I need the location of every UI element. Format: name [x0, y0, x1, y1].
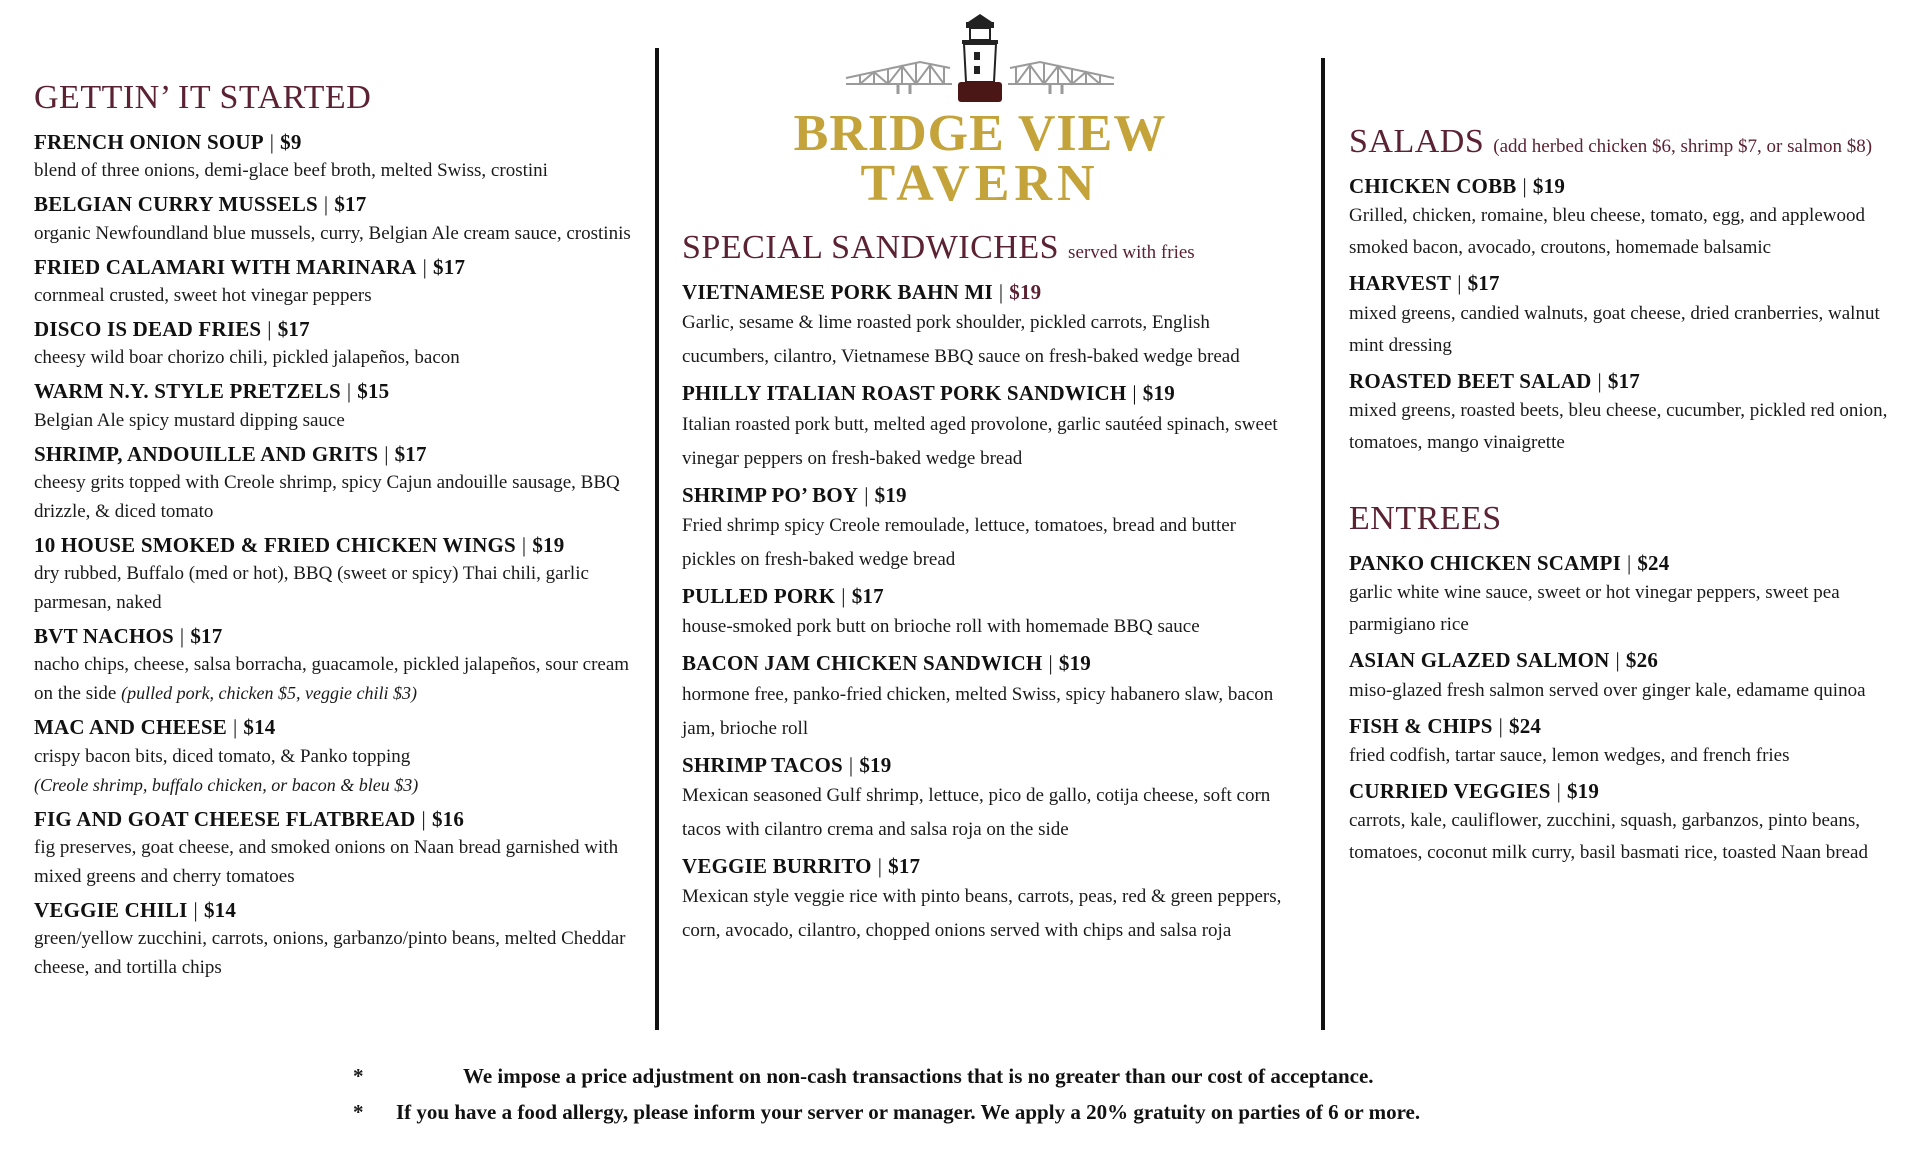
menu-item-title [34, 806, 644, 833]
price-separator: | [269, 130, 275, 155]
price-separator: | [267, 316, 272, 341]
menu-item-description-text: Garlic, sesame & lime roasted pork shoulder, pickled carrots, English cucumbers, cilantro, Vietnamese BBQ sauce on fresh-baked wedge bread [682, 312, 1240, 368]
menu-item-title [34, 714, 644, 741]
menu-item-description-text: cheesy grits topped with Creole shrimp, spicy Cajun andouille sausage, BBQ drizzle, & diced tomato [34, 471, 620, 522]
starters-section [34, 78, 644, 988]
menu-item-description [34, 156, 644, 185]
menu-item-title [34, 623, 644, 650]
menu-item-title [682, 482, 1282, 509]
menu-item [34, 316, 644, 372]
menu-item-description [34, 343, 644, 372]
menu-item [34, 532, 644, 617]
menu-item-title [682, 853, 1282, 880]
menu-item [34, 441, 644, 526]
price-separator: | [1597, 368, 1602, 393]
menu-item-name: CHICKEN COBB [1349, 174, 1517, 199]
menu-item-description [682, 610, 1282, 644]
lighthouse-bridge-icon [840, 12, 1120, 108]
menu-item-price: $17 [851, 583, 884, 608]
menu-item-description-text: hormone free, panko-fried chicken, melted Swiss, spicy habanero slaw, bacon jam, brioche roll [682, 683, 1274, 739]
menu-item-description [34, 468, 644, 526]
menu-item-name: VEGGIE BURRITO [682, 853, 872, 878]
menu-item-name: FIG AND GOAT CHEESE FLATBREAD [34, 806, 416, 831]
menu-item-name: CURRIED VEGGIES [1349, 778, 1551, 803]
menu-item-price: $14 [243, 715, 276, 740]
menu-item [682, 279, 1282, 374]
menu-item-description-text: fried codfish, tartar sauce, lemon wedges, and french fries [1349, 744, 1790, 766]
menu-item [682, 752, 1282, 847]
menu-item [682, 380, 1282, 475]
menu-item-title [1349, 173, 1919, 200]
menu-item-title [34, 129, 644, 156]
menu-item-name: SHRIMP TACOS [682, 752, 843, 777]
menu-item-description [34, 833, 644, 891]
menu-item-price: $24 [1509, 713, 1542, 738]
price-separator: | [877, 853, 883, 878]
section-note: served with fries [1068, 242, 1195, 263]
menu-item-price: $17 [888, 853, 921, 878]
menu-item-title [34, 532, 644, 559]
menu-item-price: $19 [1142, 381, 1175, 406]
section-title [682, 228, 1282, 267]
entrees-list [1349, 550, 1919, 869]
price-separator: | [1626, 551, 1632, 576]
menu-item-description-text: green/yellow zucchini, carrots, onions, garbanzo/pinto beans, melted Cheddar cheese, and tortilla chips [34, 928, 626, 979]
menu-item [34, 378, 644, 434]
price-separator: | [384, 441, 389, 466]
menu-item-description-text: fig preserves, goat cheese, and smoked onions on Naan bread garnished with mixed greens and cherry tomatoes [34, 837, 619, 888]
menu-item-description [34, 559, 644, 617]
price-separator: | [1556, 778, 1561, 803]
menu-item-title [1349, 270, 1919, 297]
menu-item-name: HARVEST [1349, 271, 1452, 296]
menu-item-price: $15 [357, 379, 390, 404]
starters-list [34, 129, 644, 982]
menu-item-name: FISH & CHIPS [1349, 713, 1493, 738]
menu-item-title [34, 441, 644, 468]
menu-item-description [1349, 577, 1919, 641]
logo [780, 8, 1180, 212]
menu-item [682, 853, 1282, 948]
menu-item-description [1349, 395, 1919, 459]
menu-item-title [1349, 647, 1919, 674]
menu-item [34, 806, 644, 891]
menu-item [34, 129, 644, 185]
menu-item-name: ROASTED BEET SALAD [1349, 368, 1592, 393]
menu-item-description-text: house-smoked pork butt on brioche roll with homemade BBQ sauce [682, 616, 1200, 638]
menu-item-name: VIETNAMESE PORK BAHN MI [682, 280, 993, 305]
menu-item-description [34, 219, 644, 248]
menu-item-description-text: mixed greens, roasted beets, bleu cheese, cucumber, pickled red onion, tomatoes, mango vinaigrette [1349, 399, 1888, 453]
menu-item-name: WARM N.Y. STYLE PRETZELS [34, 379, 341, 404]
menu-item-title [34, 316, 644, 343]
price-separator: | [521, 532, 527, 557]
salads-list [1349, 173, 1919, 459]
menu-item-description-text: organic Newfoundland blue mussels, curry, Belgian Ale cream sauce, crostinis [34, 222, 631, 244]
bullet: * [353, 1064, 364, 1088]
menu-item-title [1349, 713, 1919, 740]
menu-item-name: ASIAN GLAZED SALMON [1349, 648, 1610, 673]
menu-item-description-text: dry rubbed, Buffalo (med or hot), BBQ (sweet or spicy) Thai chili, garlic parmesan, naked [34, 563, 589, 614]
price-separator: | [179, 624, 185, 649]
price-separator: | [1457, 271, 1462, 296]
menu-item-description [682, 880, 1282, 948]
menu-item [1349, 647, 1919, 706]
price-separator: | [1615, 648, 1620, 673]
menu-item-title [1349, 368, 1919, 395]
menu-item-description-text: carrots, kale, cauliflower, zucchini, squash, garbanzos, pinto beans, tomatoes, coconut milk curry, basil basmati rice, toasted Naan bread [1349, 810, 1868, 864]
menu-item-title [34, 897, 644, 924]
menu-item-title [682, 650, 1282, 677]
price-separator: | [1048, 651, 1053, 676]
menu-item-description [1349, 805, 1919, 869]
menu-item-price: $17 [1467, 271, 1500, 296]
menu-item-name: BELGIAN CURRY MUSSELS [34, 192, 318, 217]
menu-item-description [682, 779, 1282, 847]
price-separator: | [998, 280, 1004, 305]
menu-item-description [682, 509, 1282, 577]
menu-item [34, 714, 644, 799]
menu-item-description [682, 678, 1282, 746]
menu-item-description-text: cheesy wild boar chorizo chili, pickled jalapeños, bacon [34, 347, 460, 369]
menu-item-title [34, 191, 644, 218]
menu-item-name: VEGGIE CHILI [34, 898, 188, 923]
bullet: * [353, 1100, 364, 1124]
menu-item-price: $19 [874, 482, 907, 507]
menu-item-name: MAC AND CHEESE [34, 715, 227, 740]
menu-item-price: $19 [1058, 651, 1091, 676]
menu-item-title [34, 254, 644, 281]
menu-item-price: $17 [433, 254, 466, 279]
menu-item-description [34, 742, 644, 800]
menu-item-note: (Creole shrimp, buffalo chicken, or bacon & bleu $3) [34, 774, 419, 795]
section-title-text: SPECIAL SANDWICHES [682, 229, 1060, 266]
menu-item-addon: (pulled pork, chicken $5, veggie chili $3) [121, 683, 417, 704]
price-separator: | [1498, 713, 1503, 738]
column-divider [1321, 58, 1325, 1030]
menu-item-description-text: miso-glazed fresh salmon served over ginger kale, edamame quinoa [1349, 679, 1866, 701]
menu-item-description-text: nacho chips, cheese, salsa borracha, guacamole, pickled jalapeños, sour cream on the side [34, 654, 630, 705]
menu-item [682, 583, 1282, 644]
menu-item [682, 482, 1282, 577]
brand-name-line-1: BRIDGE VIEW [793, 105, 1167, 162]
price-separator: | [233, 715, 238, 740]
menu-item-price: $14 [203, 898, 237, 923]
menu-item-name: FRENCH ONION SOUP [34, 130, 264, 155]
menu-item-description-text: garlic white wine sauce, sweet or hot vinegar peppers, sweet pea parmigiano rice [1349, 582, 1840, 636]
menu-item-price: $19 [1566, 778, 1600, 803]
menu-item-title [682, 380, 1282, 407]
menu-item-price: $17 [394, 441, 427, 466]
section-title [1349, 122, 1919, 161]
menu-item-price: $17 [1607, 368, 1640, 393]
menu-item-description-text: mixed greens, candied walnuts, goat cheese, dried cranberries, walnut mint dressing [1349, 302, 1880, 356]
column-divider [655, 48, 659, 1030]
menu-item-name: BVT NACHOS [34, 624, 174, 649]
menu-item-description-text: crispy bacon bits, diced tomato, & Panko topping [34, 745, 411, 767]
menu-item [1349, 270, 1919, 361]
menu-item-price: $19 [1532, 174, 1566, 199]
brand-name-line-2: TAVERN [860, 155, 1100, 212]
menu-item-description-text: Grilled, chicken, romaine, bleu cheese, tomato, egg, and applewood smoked bacon, avocado, croutons, homemade balsamic [1349, 205, 1865, 259]
menu-item-description [1349, 740, 1919, 772]
price-separator: | [422, 254, 428, 279]
price-separator: | [323, 192, 329, 217]
menu-item-name: DISCO IS DEAD FRIES [34, 316, 262, 341]
menu-item-price: $24 [1637, 551, 1670, 576]
menu-item [34, 897, 644, 982]
menu-item-price: $19 [859, 752, 892, 777]
sandwiches-list [682, 279, 1282, 948]
sandwiches-section [682, 228, 1282, 954]
menu-item-name: SHRIMP PO’ BOY [682, 482, 859, 507]
menu-item [34, 254, 644, 310]
menu-item-name: 10 HOUSE SMOKED & FRIED CHICKEN WINGS [34, 532, 516, 557]
section-note: (add herbed chicken $6, shrimp $7, or salmon $8) [1493, 136, 1873, 157]
footer-note-line: If you have a food allergy, please inform your server or manager. We apply a 20% gratuity on parties of 6 or more. [396, 1100, 1421, 1124]
menu-item-name: PULLED PORK [682, 583, 836, 608]
menu-item-name: BACON JAM CHICKEN SANDWICH [682, 651, 1043, 676]
menu-item-description [682, 408, 1282, 476]
menu-item-price: $19 [1009, 280, 1042, 305]
section-title: ENTREES [1349, 499, 1502, 537]
section-title-text: SALADS [1349, 123, 1485, 160]
menu-item-price: $16 [431, 806, 465, 831]
price-separator: | [864, 482, 869, 507]
menu-item-description-text: Belgian Ale spicy mustard dipping sauce [34, 409, 345, 431]
price-separator: | [848, 752, 854, 777]
menu-item [1349, 173, 1919, 264]
menu-item-description-text: Fried shrimp spicy Creole remoulade, lettuce, tomatoes, bread and butter pickles on fresh-baked wedge bread [682, 514, 1236, 570]
menu-item-description [1349, 298, 1919, 362]
menu-item-title [1349, 550, 1919, 577]
price-separator: | [346, 379, 352, 404]
menu-item-description [34, 281, 644, 310]
price-separator: | [841, 583, 846, 608]
menu-item [1349, 778, 1919, 869]
menu-item-description [34, 924, 644, 982]
menu-item [1349, 713, 1919, 772]
price-separator: | [421, 806, 426, 831]
menu-item-description-text: Mexican seasoned Gulf shrimp, lettuce, pico de gallo, cotija cheese, soft corn tacos with cilantro crema and salsa roja on the side [682, 784, 1271, 840]
menu-item-description-text: cornmeal crusted, sweet hot vinegar peppers [34, 284, 372, 306]
menu-item-name: PHILLY ITALIAN ROAST PORK SANDWICH [682, 381, 1127, 406]
menu-item-title [34, 378, 644, 405]
menu-item-description-text: Italian roasted pork butt, melted aged provolone, garlic sautéed spinach, sweet vinegar peppers on fresh-baked wedge bread [682, 413, 1278, 469]
menu-item-description [1349, 675, 1919, 707]
menu-item-price: $17 [277, 316, 310, 341]
menu-item-name: FRIED CALAMARI WITH MARINARA [34, 254, 417, 279]
menu-item-description [682, 306, 1282, 374]
menu-item-price: $17 [334, 192, 367, 217]
menu-item-price: $19 [532, 532, 565, 557]
menu-item-title [682, 752, 1282, 779]
salads-entrees-section [1349, 122, 1919, 875]
price-separator: | [193, 898, 198, 923]
menu-item-title [682, 279, 1282, 306]
price-separator: | [1132, 381, 1137, 406]
menu-item-description-text: blend of three onions, demi-glace beef broth, melted Swiss, crostini [34, 160, 548, 182]
footer-note-line: We impose a price adjustment on non-cash transactions that is no greater than our cost of acceptance. [463, 1064, 1374, 1088]
price-separator: | [1522, 174, 1527, 199]
menu-item-title [682, 583, 1282, 610]
menu-item-price: $9 [280, 130, 302, 155]
menu-item [682, 650, 1282, 745]
menu-item-price: $26 [1625, 648, 1659, 673]
menu-item [34, 623, 644, 708]
menu-item-description [1349, 200, 1919, 264]
menu-item [1349, 368, 1919, 459]
menu-item-description [34, 650, 644, 708]
menu-item-description-text: Mexican style veggie rice with pinto beans, carrots, peas, red & green peppers, corn, avocado, cilantro, chopped onions served with chips and salsa roja [682, 886, 1282, 942]
menu-item [1349, 550, 1919, 641]
section-title: GETTIN’ IT STARTED [34, 79, 372, 116]
menu-item [34, 191, 644, 247]
menu-item-price: $17 [190, 624, 223, 649]
menu-item-description [34, 406, 644, 435]
menu-item-name: SHRIMP, ANDOUILLE AND GRITS [34, 441, 379, 466]
menu-item-title [1349, 778, 1919, 805]
menu-item-name: PANKO CHICKEN SCAMPI [1349, 551, 1621, 576]
